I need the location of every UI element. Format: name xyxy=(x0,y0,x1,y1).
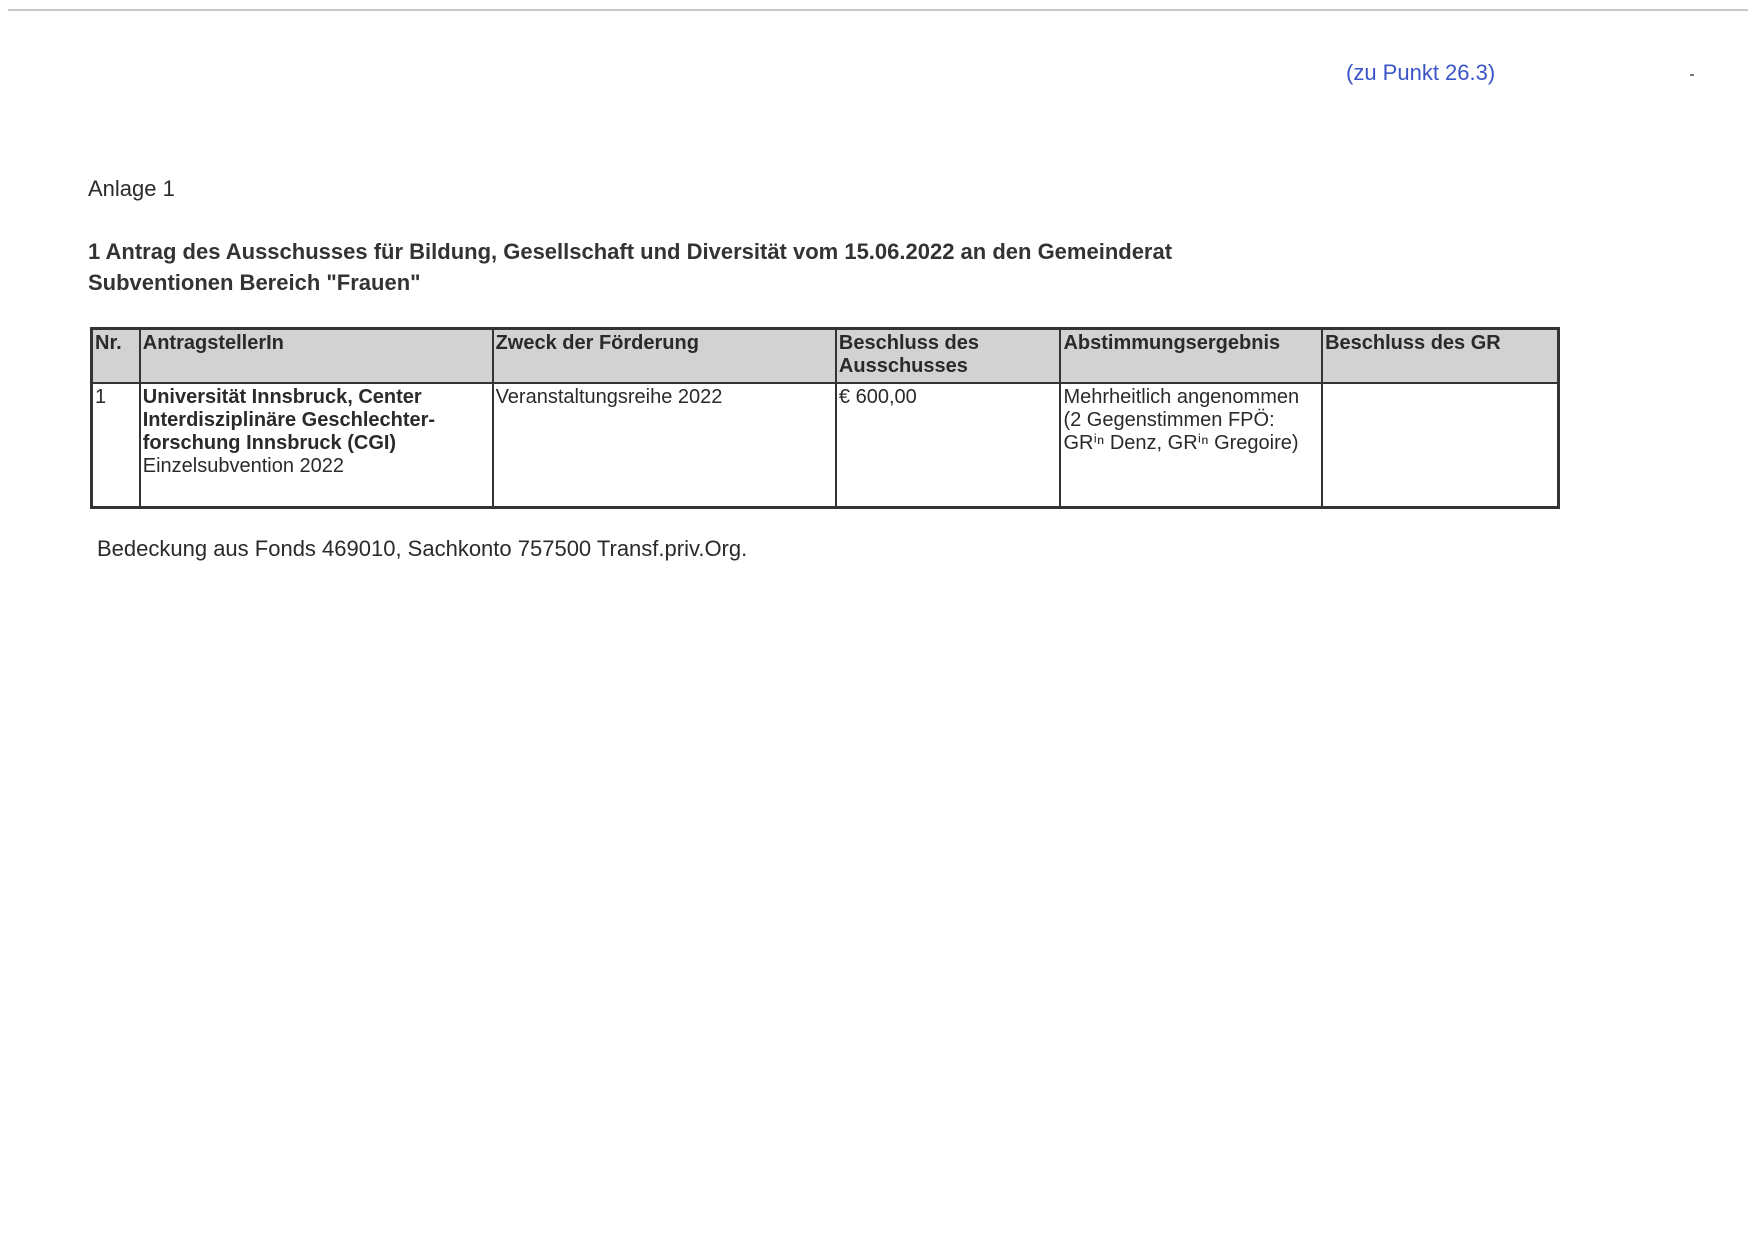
header-applicant: AntragstellerIn xyxy=(140,329,493,384)
subsidy-table xyxy=(90,327,1560,509)
document-heading xyxy=(88,236,1172,298)
top-rule xyxy=(8,9,1748,11)
row-nr: 1 xyxy=(92,383,140,508)
row-committee-decision: € 600,00 xyxy=(836,383,1061,508)
row-applicant xyxy=(140,383,493,508)
applicant-name: Universität Innsbruck, Center Interdisziplinäre Geschlechter-forschung Innsbruck (CGI) xyxy=(142,386,436,454)
row-vote-result xyxy=(1060,383,1322,508)
table-header-row xyxy=(92,329,1559,384)
vote-line-3: GRⁱⁿ Denz, GRⁱⁿ Gregoire) xyxy=(1063,432,1299,454)
heading-line-1: 1 Antrag des Ausschusses für Bildung, Gesellschaft und Diversität vom 15.06.2022 an den Gemeinderat xyxy=(88,239,1173,264)
header-vote-result: Abstimmungsergebnis xyxy=(1060,329,1322,384)
annex-label: Anlage 1 xyxy=(88,176,175,201)
header-nr: Nr. xyxy=(92,329,140,384)
header-committee-decision: Beschluss des Ausschusses xyxy=(836,329,1061,384)
vote-line-1: Mehrheitlich angenommen xyxy=(1063,386,1300,408)
heading-line-2: Subventionen Bereich "Frauen" xyxy=(88,270,421,295)
vote-line-2: (2 Gegenstimmen FPÖ: xyxy=(1063,409,1275,431)
applicant-subsidy-type: Einzelsubvention 2022 xyxy=(142,455,345,477)
header-purpose: Zweck der Förderung xyxy=(493,329,836,384)
table-row xyxy=(92,383,1559,508)
scan-speck xyxy=(1690,74,1694,76)
coverage-note: Bedeckung aus Fonds 469010, Sachkonto 757500 Transf.priv.Org. xyxy=(97,536,748,561)
header-council-decision: Beschluss des GR xyxy=(1322,329,1558,384)
reference-note: (zu Punkt 26.3) xyxy=(1346,60,1496,85)
row-council-decision xyxy=(1322,383,1558,508)
row-purpose: Veranstaltungsreihe 2022 xyxy=(493,383,836,508)
